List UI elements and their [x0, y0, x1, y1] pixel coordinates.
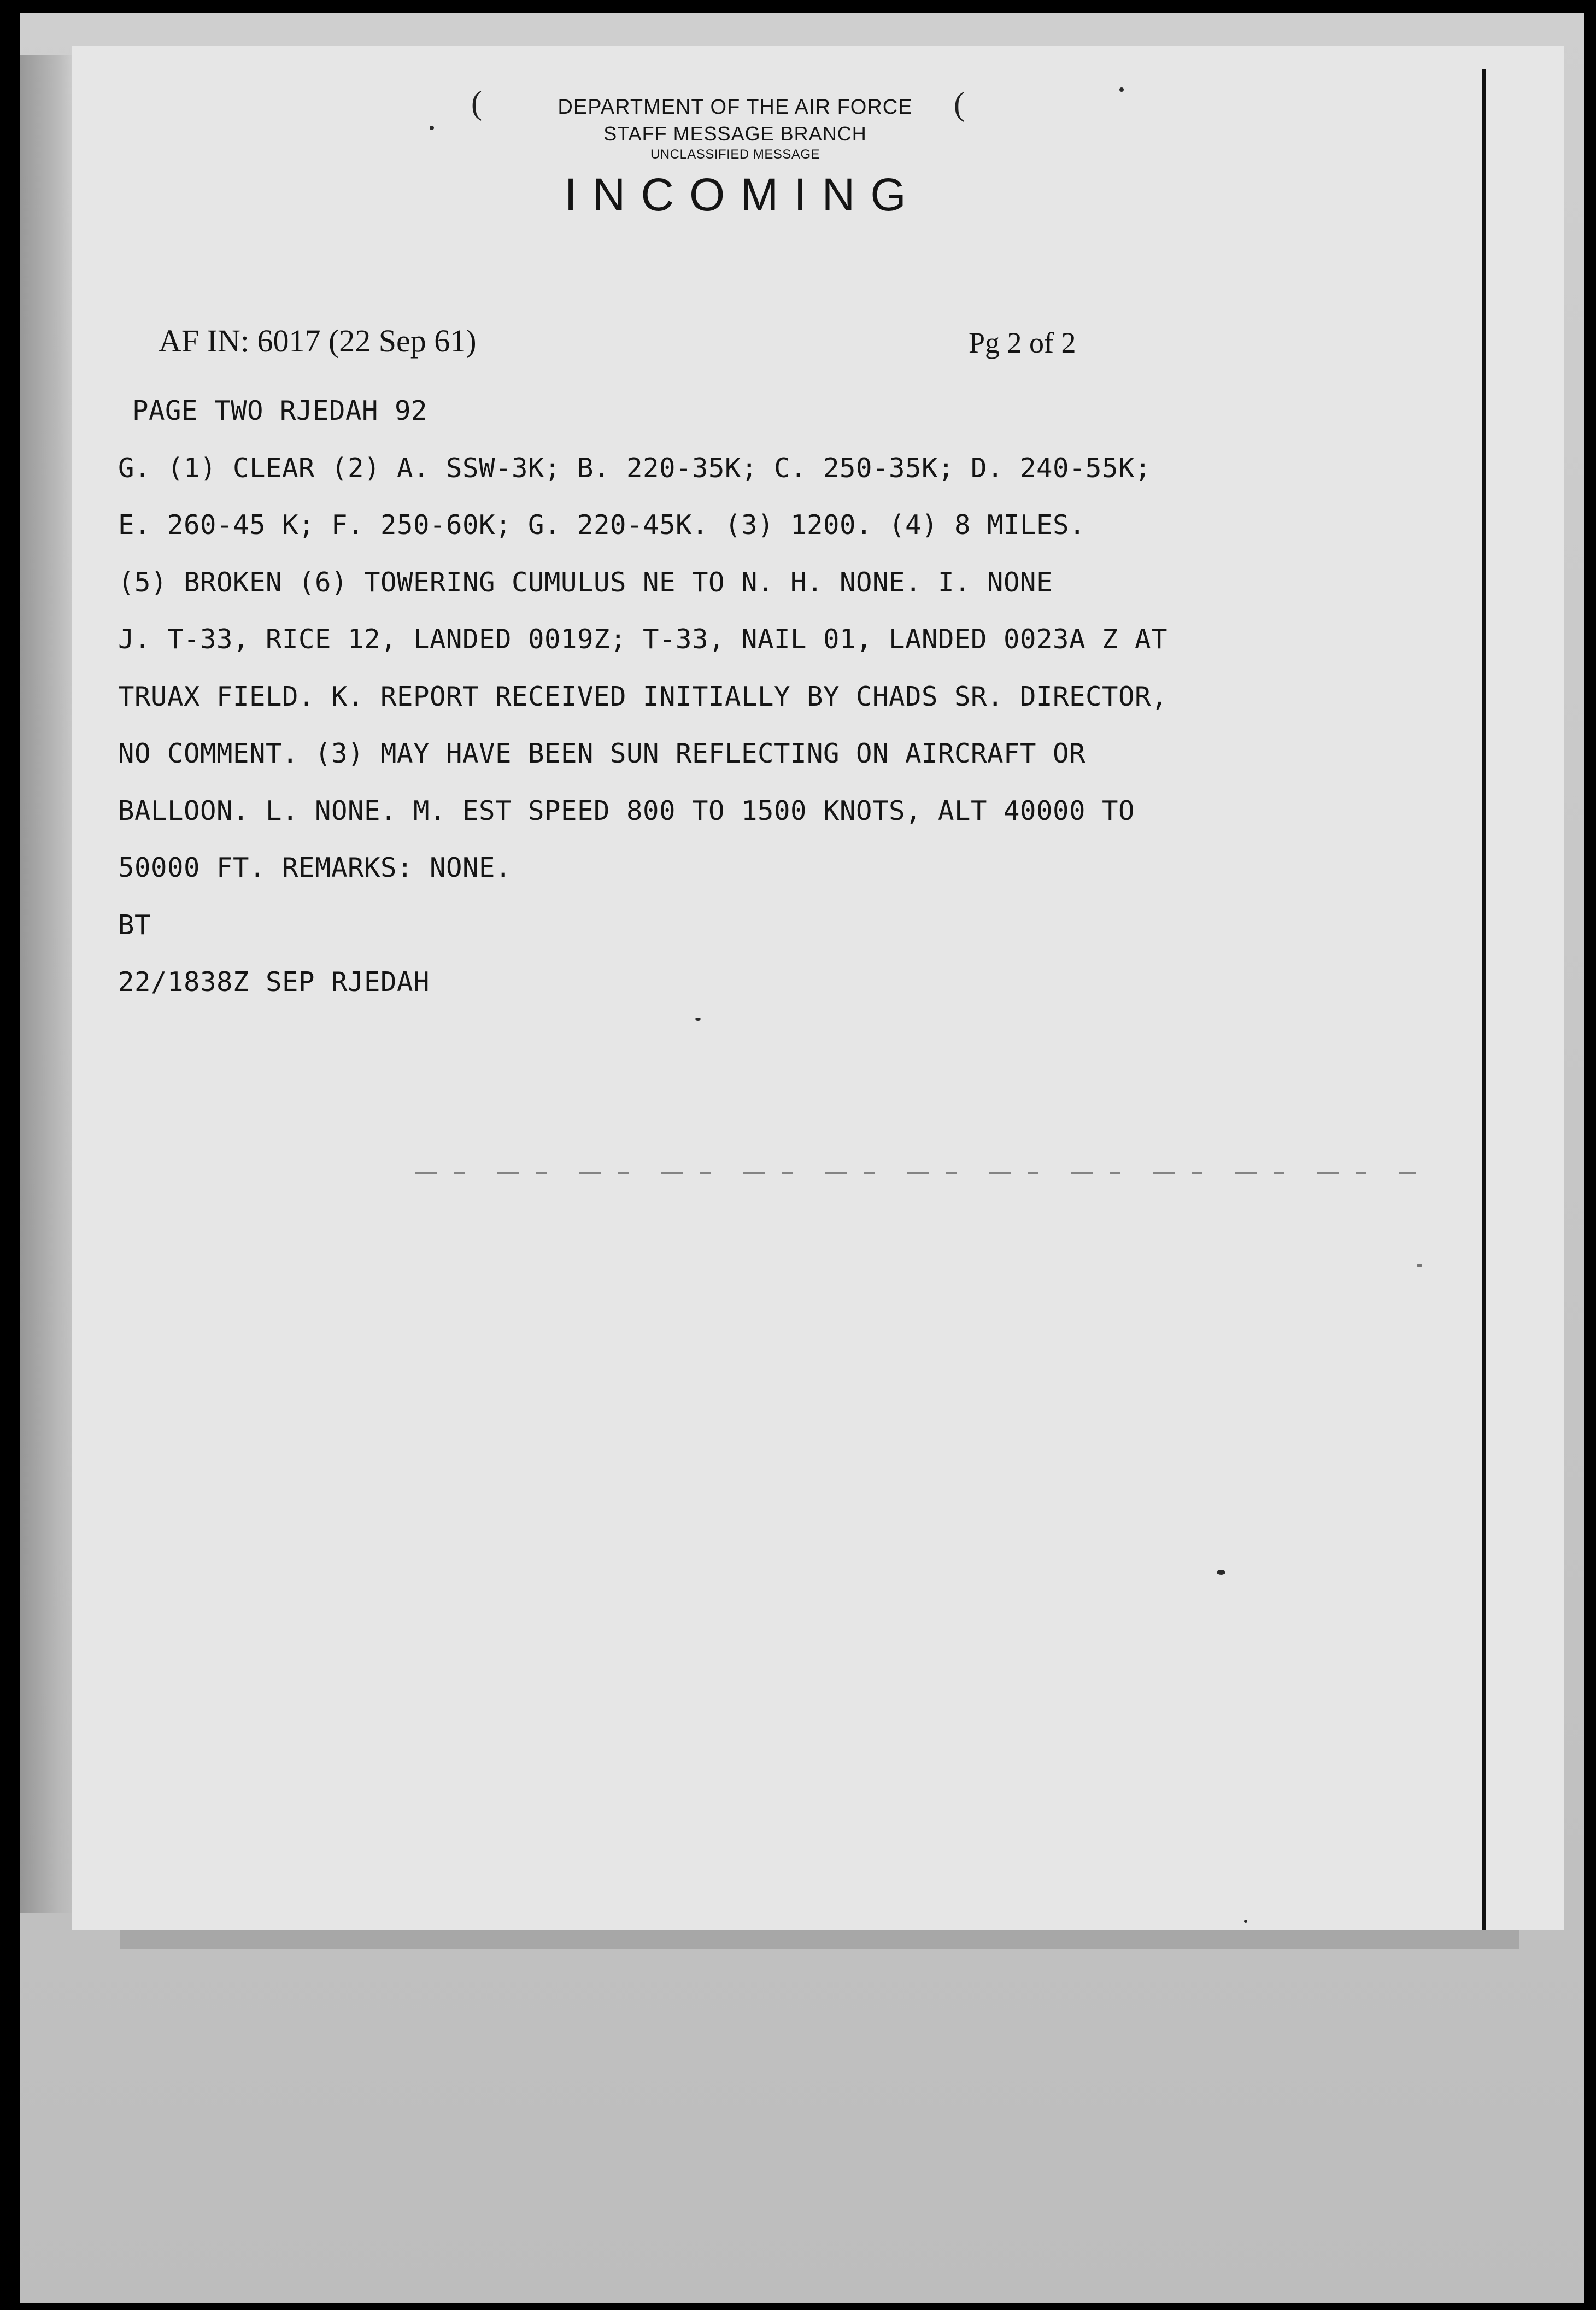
message-line: E. 260-45 K; F. 250-60K; G. 220-45K. (3) 1200. (4) 8 MILES. [118, 509, 1086, 541]
message-line: (5) BROKEN (6) TOWERING CUMULUS NE TO N. H. NONE. I. NONE [118, 566, 1053, 598]
dust-speck [1217, 1570, 1225, 1575]
message-body [118, 383, 1474, 1011]
af-in-reference: AF IN: 6017 (22 Sep 61) [159, 323, 477, 359]
dust-speck [1119, 87, 1124, 92]
edge-shadow [20, 55, 74, 1913]
message-line: NO COMMENT. (3) MAY HAVE BEEN SUN REFLECTING ON AIRCRAFT OR [118, 738, 1086, 769]
message-line: G. (1) CLEAR (2) A. SSW-3K; B. 220-35K; C. 250-35K; D. 240-55K; [118, 452, 1152, 484]
bottom-shadow [120, 1930, 1519, 1949]
dust-speck [1417, 1264, 1422, 1267]
punch-mark-left: ( [471, 85, 482, 121]
department-line: DEPARTMENT OF THE AIR FORCE [558, 96, 913, 119]
message-line: BALLOON. L. NONE. M. EST SPEED 800 TO 1500 KNOTS, ALT 40000 TO [118, 795, 1135, 826]
message-line: BT [118, 909, 151, 941]
direction-title: INCOMING [564, 169, 922, 220]
message-line: 22/1838Z SEP RJEDAH [118, 966, 430, 998]
right-margin-rule [1482, 69, 1486, 1930]
branch-line: STAFF MESSAGE BRANCH [603, 122, 867, 145]
perforation-dashes [415, 1172, 1416, 1174]
page-number: Pg 2 of 2 [969, 326, 1076, 359]
classification-line: UNCLASSIFIED MESSAGE [650, 147, 820, 162]
dust-speck [1244, 1920, 1247, 1923]
message-line: TRUAX FIELD. K. REPORT RECEIVED INITIALLY BY CHADS SR. DIRECTOR, [118, 681, 1168, 712]
message-line: PAGE TWO RJEDAH 92 [132, 395, 428, 426]
message-line: 50000 FT. REMARKS: NONE. [118, 852, 512, 883]
dust-speck [430, 126, 434, 130]
punch-mark-right: ( [954, 86, 965, 122]
message-header [481, 93, 989, 223]
dust-speck [695, 1018, 701, 1021]
message-line: J. T-33, RICE 12, LANDED 0019Z; T-33, NAIL 01, LANDED 0023A Z AT [118, 624, 1168, 655]
